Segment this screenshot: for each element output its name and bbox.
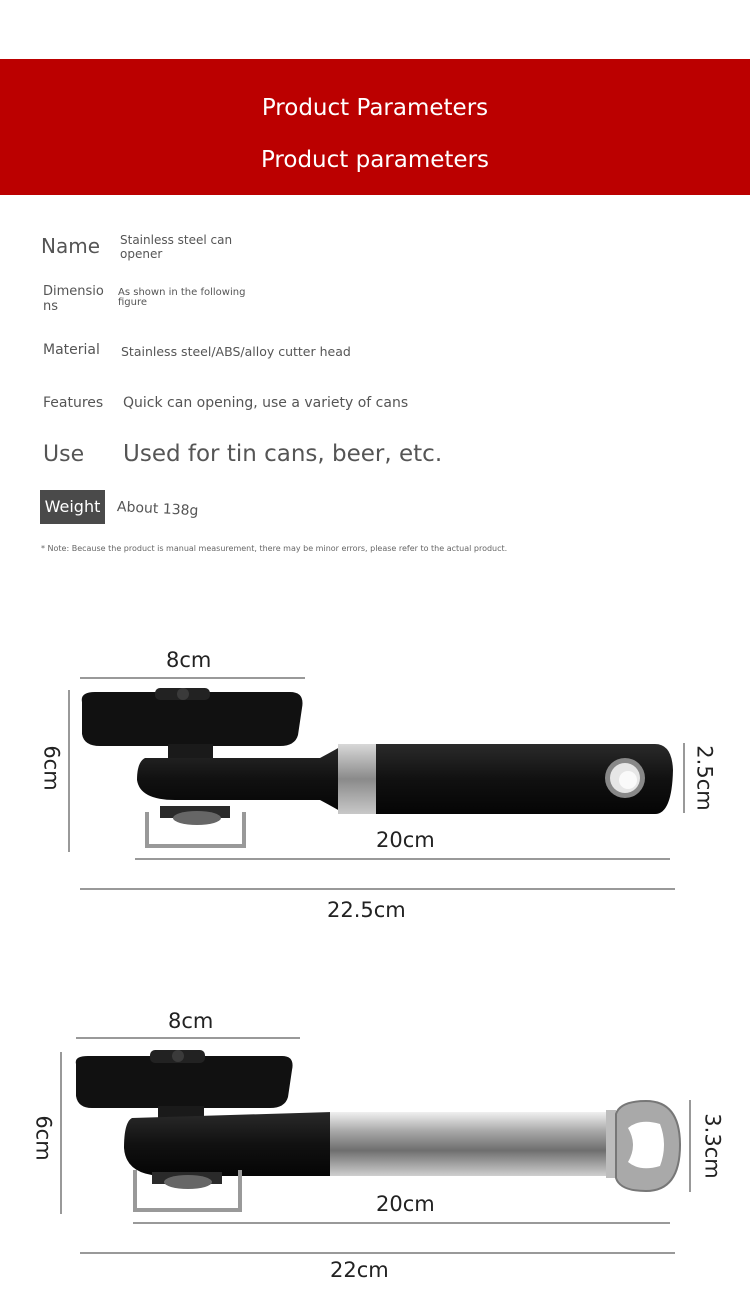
can-opener-figure-1 — [0, 640, 750, 940]
name-label: Name — [41, 234, 101, 258]
steel-ring — [338, 744, 376, 814]
use-label: Use — [43, 442, 85, 467]
steel-handle — [330, 1112, 615, 1176]
fig1-total-length-label: 22.5cm — [327, 898, 406, 922]
dimensions-value-line1: As shown in the following — [118, 287, 246, 298]
fig1-handle-length-label: 20cm — [376, 828, 435, 852]
can-opener-figure-2 — [0, 1000, 750, 1300]
black-handle — [137, 744, 673, 814]
turning-knob-2 — [76, 1056, 293, 1108]
fig1-head-width-label: 8cm — [166, 648, 212, 672]
measurement-note: * Note: Because the product is manual measurement, there may be minor errors, please refer to the actual product. — [41, 544, 508, 553]
features-value: Quick can opening, use a variety of cans — [123, 395, 409, 411]
dimensions-label-line1: Dimensio — [43, 284, 104, 299]
features-label: Features — [43, 395, 104, 411]
material-value: Stainless steel/ABS/alloy cutter head — [121, 344, 351, 359]
name-value-line1: Stainless steel can — [120, 233, 233, 247]
fig2-head-width-label: 8cm — [168, 1009, 214, 1033]
weight-label: Weight — [40, 490, 105, 524]
header-banner — [0, 59, 750, 195]
turning-knob — [82, 692, 303, 746]
fig2-total-length-label: 22cm — [330, 1258, 389, 1282]
material-label: Material — [43, 342, 100, 358]
dimensions-value-line2: figure — [118, 297, 148, 308]
fig2-height-label: 6cm — [31, 1115, 56, 1161]
name-value-line2: opener — [120, 247, 163, 261]
fig2-handle-height-label: 3.3cm — [700, 1113, 725, 1179]
weight-value: About 138g — [116, 499, 199, 520]
fig1-height-label: 6cm — [39, 745, 64, 791]
banner-title: Product Parameters — [261, 95, 489, 121]
black-head-body — [124, 1112, 332, 1176]
banner-subtitle: Product parameters — [260, 147, 490, 173]
dimensions-label-line2: ns — [43, 299, 59, 314]
use-value: Used for tin cans, beer, etc. — [123, 441, 443, 467]
fig1-handle-height-label: 2.5cm — [692, 745, 717, 811]
fig2-handle-length-label: 20cm — [376, 1192, 435, 1216]
